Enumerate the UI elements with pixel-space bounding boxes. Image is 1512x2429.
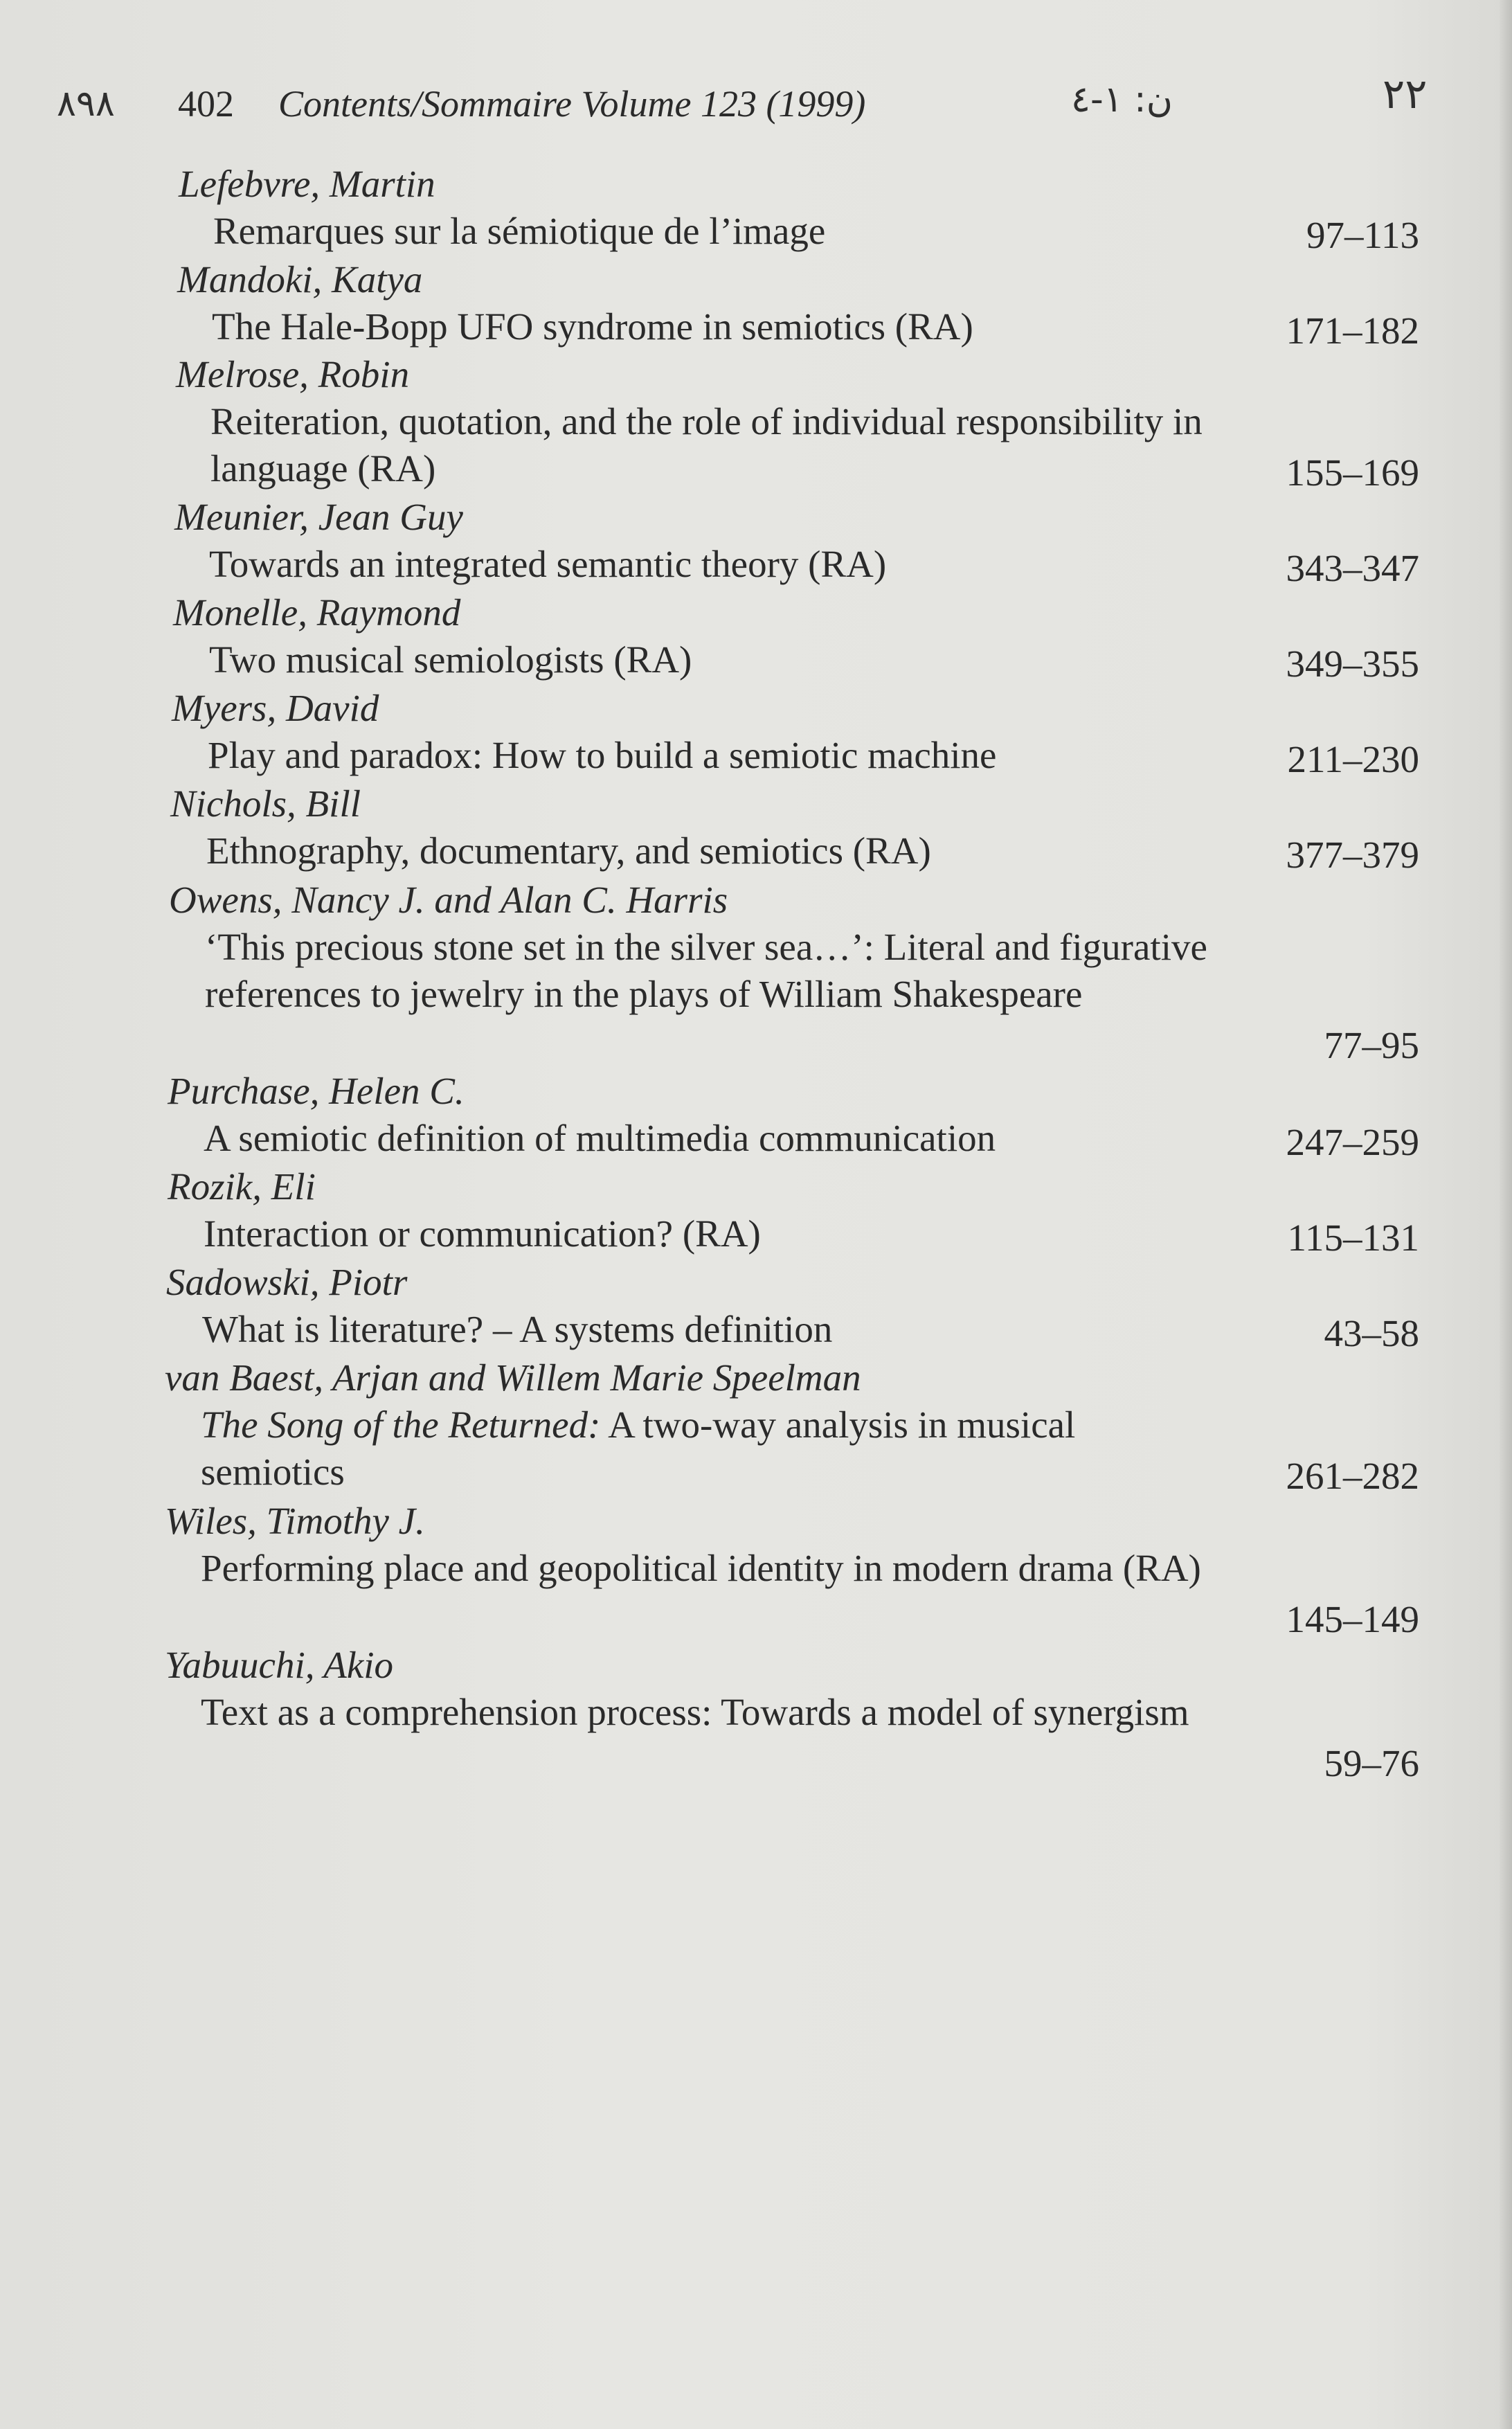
- entry-title: ‘This precious stone set in the silver sea…’: Literal and figurative references to jewelry in the plays of William Shakespeare: [205, 926, 1207, 1015]
- entry-pages: 247–259: [1286, 1121, 1419, 1163]
- entry-author: Rozik, Eli: [168, 1165, 316, 1208]
- handwritten-note-left: ٨٩٨: [57, 83, 115, 125]
- entry-pages: 211–230: [1287, 738, 1419, 780]
- entry-author: Lefebvre, Martin: [179, 163, 435, 205]
- entry-pages: 377–379: [1286, 834, 1419, 876]
- entry-author: Sadowski, Piotr: [166, 1261, 408, 1303]
- entry-pages: 155–169: [1286, 451, 1419, 494]
- entry-pages: 261–282: [1286, 1455, 1419, 1497]
- entry-title: The Hale-Bopp UFO syndrome in semiotics (RA): [212, 305, 973, 348]
- entry-pages: 115–131: [1287, 1217, 1419, 1259]
- entry-pages: 43–58: [1324, 1312, 1419, 1354]
- entry-author: Monelle, Raymond: [173, 591, 461, 634]
- entry-author: van Baest, Arjan and Willem Marie Speelman: [165, 1356, 861, 1399]
- handwritten-note-right: ٢٢: [1383, 70, 1428, 118]
- entry-author: Mandoki, Katya: [177, 258, 423, 301]
- entry-author: Purchase, Helen C.: [168, 1070, 465, 1112]
- page-edge: [1500, 0, 1512, 2429]
- entry-title: Ethnography, documentary, and semiotics (RA): [206, 830, 931, 872]
- entry-author: Owens, Nancy J. and Alan C. Harris: [169, 879, 728, 921]
- page-header: [57, 70, 1476, 135]
- entry-title: Towards an integrated semantic theory (RA): [209, 543, 887, 585]
- page-number: 402: [178, 83, 234, 125]
- entry-title: What is literature? – A systems definition: [202, 1308, 833, 1350]
- entry-title: Remarques sur la sémiotique de l’image: [213, 210, 826, 252]
- entry-title: A semiotic definition of multimedia communication: [204, 1117, 996, 1159]
- entry-author: Wiles, Timothy J.: [165, 1500, 425, 1542]
- entry-author: Melrose, Robin: [176, 353, 410, 395]
- entry-title: Two musical semiologists (RA): [209, 638, 692, 681]
- entry-pages: 343–347: [1286, 547, 1419, 589]
- entry-pages: 349–355: [1286, 643, 1419, 685]
- entry-title: Play and paradox: How to build a semiotic machine: [208, 734, 997, 776]
- entry-author: Myers, David: [172, 687, 379, 729]
- entry-title: [201, 1401, 1225, 1496]
- entry-author: Meunier, Jean Guy: [174, 496, 463, 538]
- entry-title: Text as a comprehension process: Towards a model of synergism: [201, 1691, 1189, 1733]
- entry-pages: 145–149: [1286, 1598, 1419, 1640]
- entry-pages: 97–113: [1306, 214, 1419, 256]
- entry-pages: 171–182: [1286, 310, 1419, 352]
- entry-pages: 59–76: [1324, 1742, 1419, 1784]
- entry-title: Interaction or communication? (RA): [204, 1212, 761, 1255]
- entry-title-italic: The Song of the Returned:: [201, 1404, 601, 1446]
- entry-title: Performing place and geopolitical identity in modern drama (RA): [201, 1547, 1201, 1589]
- entry-title: Reiteration, quotation, and the role of individual responsibility in language (RA): [210, 400, 1203, 490]
- entry-pages: 77–95: [1324, 1024, 1419, 1066]
- entry-author: Yabuuchi, Akio: [165, 1644, 394, 1686]
- handwritten-note-mid: ﻥ: ١-٤: [1071, 79, 1173, 120]
- entry-author: Nichols, Bill: [170, 782, 361, 825]
- running-head: Contents/Sommaire Volume 123 (1999): [278, 83, 866, 125]
- entry-title-rest: A two-way analysis in musical semiotics: [201, 1404, 1076, 1493]
